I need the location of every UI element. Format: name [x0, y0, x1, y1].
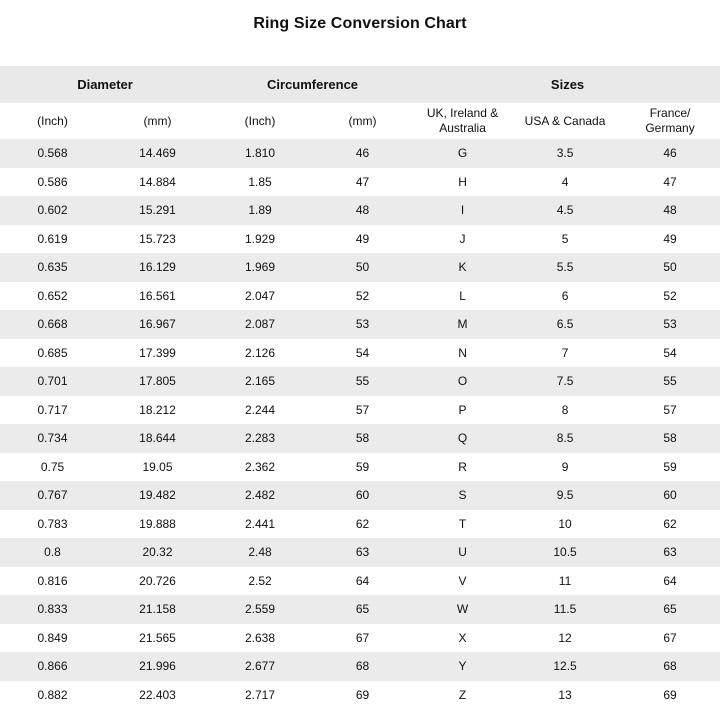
table-row — [0, 282, 720, 311]
cell-circumference-mm: 63 — [355, 545, 370, 560]
cell-circumference-inch: 2.441 — [245, 516, 276, 531]
cell-circumference-mm: 60 — [355, 488, 370, 503]
cell-size-usa-canada: 6 — [561, 288, 569, 303]
column-header-france-germany: France/ Germany — [645, 106, 695, 135]
cell-circumference-inch: 1.929 — [245, 231, 276, 246]
cell-circumference-mm: 62 — [355, 516, 370, 531]
ring-size-conversion-table — [0, 66, 720, 709]
cell-diameter-inch: 0.568 — [37, 146, 68, 161]
cell-size-france-germany: 68 — [663, 659, 677, 674]
cell-size-france-germany: 52 — [663, 288, 677, 303]
cell-size-uk-ireland-australia: T — [458, 516, 467, 531]
cell-size-france-germany: 55 — [663, 374, 677, 389]
cell-size-france-germany: 47 — [663, 174, 677, 189]
cell-diameter-inch: 0.586 — [37, 174, 68, 189]
cell-circumference-inch: 1.969 — [245, 260, 276, 275]
cell-diameter-mm: 19.05 — [142, 459, 173, 474]
cell-circumference-mm: 46 — [355, 146, 370, 161]
cell-diameter-inch: 0.8 — [44, 545, 61, 560]
cell-diameter-inch: 0.734 — [37, 431, 68, 446]
cell-size-uk-ireland-australia: G — [457, 146, 468, 161]
cell-circumference-mm: 69 — [355, 687, 370, 702]
page-title: Ring Size Conversion Chart — [253, 15, 467, 32]
cell-size-usa-canada: 5.5 — [556, 260, 574, 275]
cell-diameter-inch: 0.866 — [37, 659, 68, 674]
cell-size-usa-canada: 4 — [561, 174, 569, 189]
cell-circumference-inch: 1.89 — [248, 203, 272, 218]
table-row — [0, 624, 720, 653]
cell-size-usa-canada: 12.5 — [553, 659, 577, 674]
cell-size-france-germany: 57 — [663, 402, 677, 417]
cell-size-usa-canada: 10.5 — [553, 545, 577, 560]
cell-circumference-inch: 2.283 — [245, 431, 276, 446]
cell-size-usa-canada: 10 — [558, 516, 572, 531]
cell-circumference-inch: 2.087 — [245, 317, 276, 332]
cell-size-uk-ireland-australia: L — [459, 288, 466, 303]
cell-size-usa-canada: 6.5 — [556, 317, 574, 332]
cell-diameter-mm: 18.212 — [139, 402, 176, 417]
cell-diameter-inch: 0.833 — [37, 602, 68, 617]
cell-diameter-inch: 0.619 — [37, 231, 68, 246]
cell-circumference-mm: 53 — [355, 317, 370, 332]
cell-circumference-mm: 48 — [355, 203, 370, 218]
cell-diameter-mm: 16.129 — [139, 260, 176, 275]
cell-diameter-mm: 17.805 — [139, 374, 176, 389]
table-body — [0, 139, 720, 709]
cell-size-usa-canada: 3.5 — [556, 146, 574, 161]
cell-size-usa-canada: 5 — [561, 231, 569, 246]
cell-circumference-inch: 2.244 — [245, 402, 276, 417]
cell-size-uk-ireland-australia: J — [459, 231, 466, 246]
cell-diameter-mm: 19.888 — [139, 516, 176, 531]
table-row — [0, 652, 720, 681]
table-row — [0, 510, 720, 539]
cell-circumference-mm: 50 — [355, 260, 370, 275]
table-row — [0, 253, 720, 282]
cell-diameter-mm: 16.967 — [139, 317, 176, 332]
cell-circumference-mm: 52 — [355, 288, 370, 303]
cell-diameter-inch: 0.635 — [37, 260, 68, 275]
cell-diameter-mm: 15.723 — [139, 231, 176, 246]
cell-size-uk-ireland-australia: U — [458, 545, 467, 560]
cell-circumference-inch: 2.559 — [245, 602, 276, 617]
cell-size-france-germany: 48 — [663, 203, 677, 218]
table-row — [0, 139, 720, 168]
cell-size-france-germany: 67 — [663, 630, 677, 645]
column-header-diameter-inch: (Inch) — [37, 113, 68, 128]
column-header-diameter-mm: (mm) — [143, 113, 172, 128]
cell-size-france-germany: 63 — [663, 545, 677, 560]
cell-size-usa-canada: 11 — [558, 573, 572, 588]
cell-size-usa-canada: 12 — [558, 630, 572, 645]
cell-size-france-germany: 69 — [663, 687, 677, 702]
cell-circumference-mm: 58 — [355, 431, 370, 446]
table-row — [0, 424, 720, 453]
cell-diameter-inch: 0.767 — [37, 488, 68, 503]
cell-size-usa-canada: 8.5 — [556, 431, 574, 446]
cell-circumference-mm: 67 — [355, 630, 370, 645]
cell-circumference-inch: 2.126 — [245, 345, 276, 360]
cell-size-uk-ireland-australia: R — [458, 459, 467, 474]
cell-circumference-inch: 2.677 — [245, 659, 276, 674]
cell-diameter-mm: 15.291 — [139, 203, 176, 218]
cell-circumference-inch: 2.482 — [245, 488, 276, 503]
cell-size-usa-canada: 8 — [561, 402, 569, 417]
table-row — [0, 681, 720, 710]
table-row — [0, 538, 720, 567]
cell-size-uk-ireland-australia: X — [458, 630, 467, 645]
cell-size-france-germany: 49 — [663, 231, 677, 246]
cell-circumference-mm: 55 — [355, 374, 370, 389]
cell-circumference-mm: 68 — [355, 659, 370, 674]
table-row — [0, 481, 720, 510]
cell-diameter-mm: 14.469 — [139, 146, 176, 161]
cell-diameter-mm: 17.399 — [139, 345, 176, 360]
cell-size-france-germany: 64 — [663, 573, 677, 588]
cell-circumference-mm: 54 — [355, 345, 370, 360]
cell-size-france-germany: 65 — [663, 602, 677, 617]
cell-diameter-mm: 14.884 — [139, 174, 176, 189]
cell-circumference-mm: 49 — [355, 231, 370, 246]
cell-diameter-mm: 20.726 — [139, 573, 176, 588]
column-header-circumference-inch: (Inch) — [244, 113, 276, 128]
cell-diameter-mm: 21.996 — [139, 659, 176, 674]
cell-diameter-inch: 0.783 — [37, 516, 68, 531]
cell-diameter-mm: 20.32 — [142, 545, 173, 560]
cell-diameter-mm: 21.158 — [139, 602, 176, 617]
cell-size-uk-ireland-australia: I — [460, 203, 465, 218]
cell-circumference-inch: 1.810 — [245, 146, 276, 161]
cell-size-uk-ireland-australia: S — [458, 488, 467, 503]
cell-size-usa-canada: 11.5 — [553, 602, 577, 617]
cell-size-usa-canada: 9.5 — [556, 488, 574, 503]
cell-circumference-inch: 2.48 — [248, 545, 272, 560]
cell-size-uk-ireland-australia: N — [458, 345, 467, 360]
cell-circumference-inch: 2.638 — [245, 630, 276, 645]
cell-size-france-germany: 46 — [663, 146, 677, 161]
cell-size-uk-ireland-australia: H — [458, 174, 467, 189]
cell-size-usa-canada: 9 — [561, 459, 569, 474]
table-row — [0, 453, 720, 482]
cell-size-uk-ireland-australia: Y — [458, 659, 467, 674]
cell-size-uk-ireland-australia: M — [457, 317, 468, 332]
cell-size-uk-ireland-australia: P — [458, 402, 467, 417]
cell-size-france-germany: 50 — [663, 260, 677, 275]
cell-diameter-inch: 0.717 — [37, 402, 68, 417]
cell-diameter-inch: 0.668 — [37, 317, 68, 332]
column-header-usa-canada: USA & Canada — [524, 113, 606, 128]
cell-size-france-germany: 54 — [663, 345, 677, 360]
cell-diameter-inch: 0.849 — [37, 630, 68, 645]
cell-size-france-germany: 53 — [663, 317, 677, 332]
cell-size-uk-ireland-australia: Z — [458, 687, 467, 702]
cell-circumference-inch: 2.52 — [248, 573, 272, 588]
cell-size-usa-canada: 13 — [558, 687, 572, 702]
cell-diameter-inch: 0.685 — [37, 345, 68, 360]
cell-circumference-inch: 2.047 — [245, 288, 276, 303]
cell-circumference-mm: 59 — [355, 459, 370, 474]
cell-size-france-germany: 59 — [663, 459, 677, 474]
cell-diameter-mm: 19.482 — [139, 488, 176, 503]
cell-size-france-germany: 60 — [663, 488, 677, 503]
table-row — [0, 310, 720, 339]
cell-size-uk-ireland-australia: Q — [457, 431, 468, 446]
table-row — [0, 168, 720, 197]
table-row — [0, 196, 720, 225]
cell-circumference-inch: 1.85 — [248, 174, 272, 189]
cell-size-usa-canada: 7.5 — [556, 374, 574, 389]
cell-circumference-mm: 64 — [355, 573, 370, 588]
group-header-circumference: Circumference — [267, 77, 359, 92]
cell-size-uk-ireland-australia: W — [456, 602, 469, 617]
cell-circumference-inch: 2.362 — [245, 459, 276, 474]
column-header-uk-ireland-australia: UK, Ireland & Australia — [426, 106, 499, 135]
cell-size-uk-ireland-australia: K — [458, 260, 467, 275]
cell-diameter-mm: 21.565 — [139, 630, 176, 645]
cell-circumference-mm: 47 — [355, 174, 370, 189]
cell-diameter-inch: 0.75 — [40, 459, 65, 474]
table-row — [0, 567, 720, 596]
cell-size-usa-canada: 4.5 — [556, 203, 574, 218]
cell-size-france-germany: 58 — [663, 431, 677, 446]
table-row — [0, 396, 720, 425]
cell-diameter-mm: 16.561 — [139, 288, 176, 303]
cell-size-uk-ireland-australia: V — [458, 573, 467, 588]
table-row — [0, 367, 720, 396]
cell-circumference-inch: 2.165 — [245, 374, 276, 389]
cell-diameter-inch: 0.602 — [37, 203, 68, 218]
cell-diameter-inch: 0.701 — [37, 374, 68, 389]
cell-size-usa-canada: 7 — [561, 345, 569, 360]
table-row — [0, 595, 720, 624]
cell-size-uk-ireland-australia: O — [457, 374, 468, 389]
cell-diameter-inch: 0.652 — [37, 288, 68, 303]
table-row — [0, 339, 720, 368]
cell-size-france-germany: 62 — [663, 516, 677, 531]
cell-diameter-inch: 0.816 — [37, 573, 68, 588]
column-header-row — [0, 103, 720, 139]
group-header-sizes: Sizes — [550, 77, 585, 92]
cell-diameter-mm: 18.644 — [139, 431, 176, 446]
cell-diameter-mm: 22.403 — [139, 687, 176, 702]
cell-circumference-mm: 57 — [355, 402, 370, 417]
cell-circumference-inch: 2.717 — [245, 687, 276, 702]
cell-diameter-inch: 0.882 — [37, 687, 68, 702]
cell-circumference-mm: 65 — [355, 602, 370, 617]
column-header-circumference-mm: (mm) — [348, 113, 377, 128]
group-header-diameter: Diameter — [77, 77, 133, 92]
table-row — [0, 225, 720, 254]
group-header-row — [0, 66, 720, 103]
